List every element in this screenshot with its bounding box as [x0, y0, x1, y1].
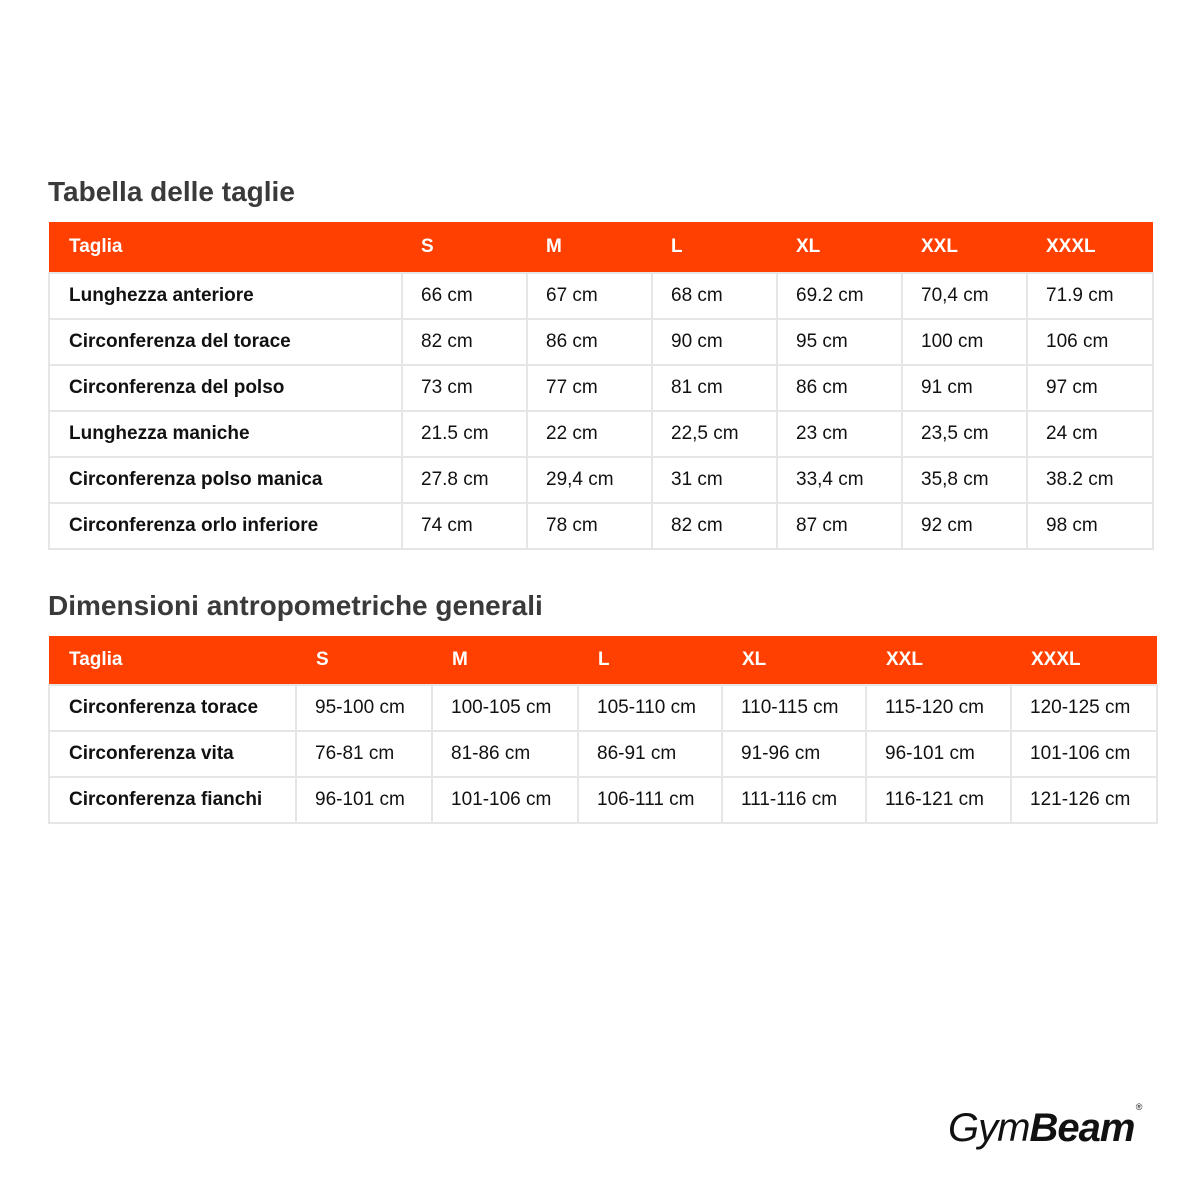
table-cell: 115-120 cm	[866, 685, 1011, 731]
table-cell: 31 cm	[652, 457, 777, 503]
table-cell: 24 cm	[1027, 411, 1153, 457]
table-cell: 121-126 cm	[1011, 777, 1157, 823]
anthropometric-table	[48, 636, 1158, 824]
table-cell: 110-115 cm	[722, 685, 866, 731]
gymbeam-logo	[948, 1102, 1143, 1152]
header-cell-m: M	[546, 236, 562, 257]
table-cell: 116-121 cm	[866, 777, 1011, 823]
table-cell: 87 cm	[777, 503, 902, 549]
table-row	[49, 411, 1153, 457]
header-cell-xl: XL	[742, 649, 767, 670]
row-label: Lunghezza anteriore	[49, 273, 402, 319]
table-cell: 86 cm	[527, 319, 652, 365]
table-cell: 78 cm	[527, 503, 652, 549]
table-cell: 81-86 cm	[432, 731, 578, 777]
row-label: Circonferenza polso manica	[49, 457, 402, 503]
table-cell: 76-81 cm	[296, 731, 432, 777]
table-cell: 120-125 cm	[1011, 685, 1157, 731]
row-label: Circonferenza del polso	[49, 365, 402, 411]
table-cell: 105-110 cm	[578, 685, 722, 731]
table-cell: 23 cm	[777, 411, 902, 457]
table-cell: 77 cm	[527, 365, 652, 411]
table-cell: 90 cm	[652, 319, 777, 365]
logo-text-beam: Beam	[1029, 1106, 1135, 1150]
table-cell: 96-101 cm	[866, 731, 1011, 777]
table-cell: 91 cm	[902, 365, 1027, 411]
table-cell: 92 cm	[902, 503, 1027, 549]
table-cell: 29,4 cm	[527, 457, 652, 503]
size-chart-table	[48, 222, 1154, 550]
header-cell-l: L	[671, 236, 683, 257]
table-cell: 101-106 cm	[1011, 731, 1157, 777]
table-cell: 68 cm	[652, 273, 777, 319]
table-cell: 21.5 cm	[402, 411, 527, 457]
table-cell: 70,4 cm	[902, 273, 1027, 319]
registered-mark-icon: ®	[1135, 1102, 1143, 1112]
table-row	[49, 503, 1153, 549]
table-cell: 22 cm	[527, 411, 652, 457]
table-cell: 106-111 cm	[578, 777, 722, 823]
table-cell: 86-91 cm	[578, 731, 722, 777]
table-cell: 23,5 cm	[902, 411, 1027, 457]
table-cell: 74 cm	[402, 503, 527, 549]
table-cell: 27.8 cm	[402, 457, 527, 503]
header-cell-s: S	[421, 236, 434, 257]
table-cell: 91-96 cm	[722, 731, 866, 777]
table-row	[49, 685, 1157, 731]
table-cell: 100 cm	[902, 319, 1027, 365]
header-cell-size: Taglia	[69, 649, 123, 670]
table-cell: 35,8 cm	[902, 457, 1027, 503]
table-cell: 100-105 cm	[432, 685, 578, 731]
row-label: Circonferenza vita	[49, 731, 296, 777]
table-cell: 82 cm	[652, 503, 777, 549]
row-label: Circonferenza del torace	[49, 319, 402, 365]
table-cell: 38.2 cm	[1027, 457, 1153, 503]
table-cell: 73 cm	[402, 365, 527, 411]
table-cell: 86 cm	[777, 365, 902, 411]
header-cell-xxxl: XXXL	[1046, 236, 1096, 257]
table-cell: 22,5 cm	[652, 411, 777, 457]
row-label: Circonferenza fianchi	[49, 777, 296, 823]
header-cell-xl: XL	[796, 236, 821, 257]
header-cell-xxl: XXL	[886, 649, 923, 670]
logo-text-gym: Gym	[948, 1106, 1030, 1150]
table-row	[49, 365, 1153, 411]
header-cell-size: Taglia	[69, 236, 123, 257]
header-cell-s: S	[316, 649, 329, 670]
table-cell: 111-116 cm	[722, 777, 866, 823]
table-row	[49, 319, 1153, 365]
table-cell: 98 cm	[1027, 503, 1153, 549]
table-cell: 69.2 cm	[777, 273, 902, 319]
table-cell: 101-106 cm	[432, 777, 578, 823]
table-cell: 106 cm	[1027, 319, 1153, 365]
table-row	[49, 777, 1157, 823]
header-cell-xxl: XXL	[921, 236, 958, 257]
table-row	[49, 731, 1157, 777]
table-cell: 67 cm	[527, 273, 652, 319]
table-row	[49, 457, 1153, 503]
row-label: Circonferenza torace	[49, 685, 296, 731]
table-header-row	[49, 636, 1157, 685]
row-label: Lunghezza maniche	[49, 411, 402, 457]
table-cell: 95-100 cm	[296, 685, 432, 731]
header-cell-l: L	[598, 649, 610, 670]
anthropometric-title: Dimensioni antropometriche generali	[48, 590, 543, 621]
table-cell: 66 cm	[402, 273, 527, 319]
table-cell: 81 cm	[652, 365, 777, 411]
table-cell: 71.9 cm	[1027, 273, 1153, 319]
table-cell: 97 cm	[1027, 365, 1153, 411]
table-cell: 95 cm	[777, 319, 902, 365]
table-cell: 96-101 cm	[296, 777, 432, 823]
table-row	[49, 273, 1153, 319]
table-header-row	[49, 222, 1153, 273]
row-label: Circonferenza orlo inferiore	[49, 503, 402, 549]
table-cell: 33,4 cm	[777, 457, 902, 503]
table-cell: 82 cm	[402, 319, 527, 365]
header-cell-m: M	[452, 649, 468, 670]
header-cell-xxxl: XXXL	[1031, 649, 1081, 670]
size-chart-title: Tabella delle taglie	[48, 176, 295, 207]
